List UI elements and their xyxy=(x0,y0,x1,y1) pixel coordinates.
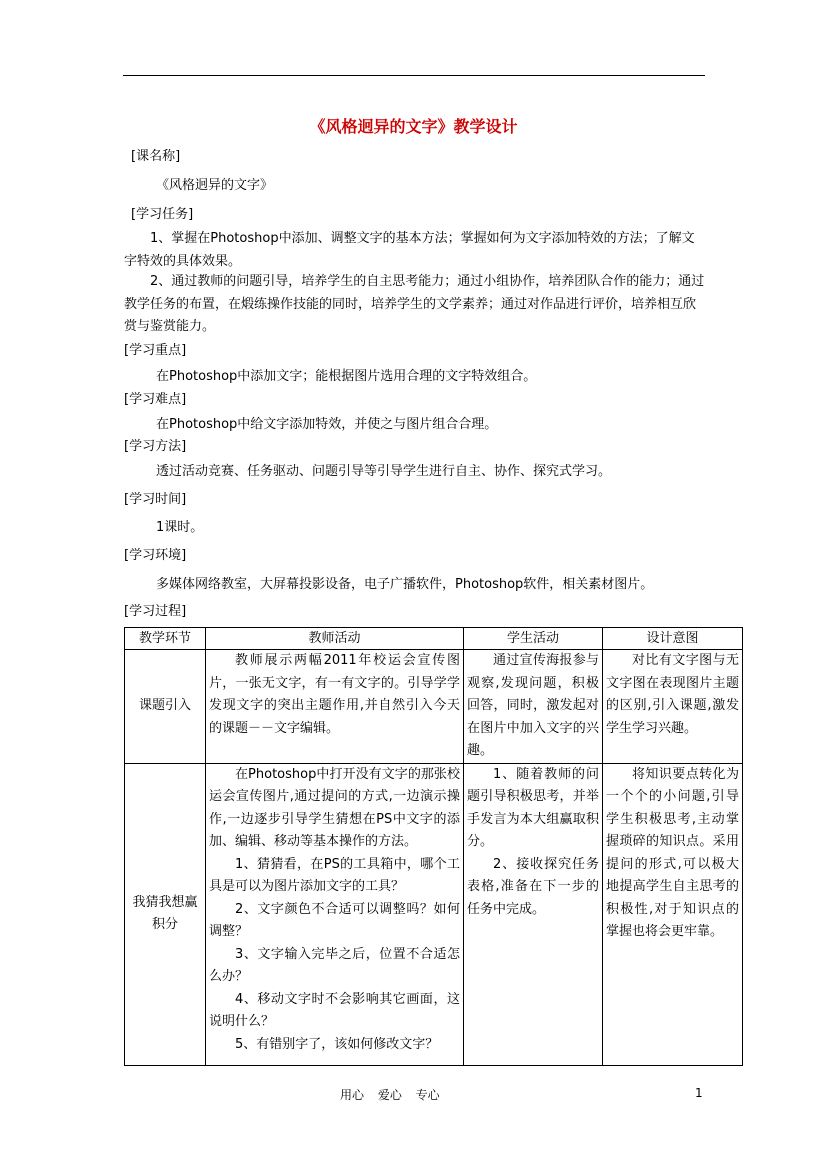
header-rule xyxy=(123,75,705,76)
design-intent-text: 将知识要点转化为一个个的小问题,引导学生积极思考,主动掌握琐碎的知识点。采用提问的形式,可以极大地提高学生自主思考的积极性,对于知识点的掌握也将会更牢靠。 xyxy=(606,766,739,939)
header-teacher: 教师活动 xyxy=(206,628,464,650)
section-heading-key-points: [学习重点] xyxy=(124,343,187,358)
table-header-row xyxy=(125,628,743,650)
page-number: 1 xyxy=(695,1086,703,1100)
teacher-activity-cell xyxy=(206,650,464,764)
table-row xyxy=(125,763,743,1065)
header-stage: 教学环节 xyxy=(125,628,206,650)
design-intent-cell xyxy=(603,763,743,1065)
footer-motto: 用心 爱心 专心 xyxy=(340,1088,440,1102)
process-table xyxy=(124,627,743,1066)
student-activity-cell xyxy=(464,650,603,764)
teacher-question-5: 5、有错别字了，该如何修改文字？ xyxy=(235,1036,439,1052)
environment-text: 多媒体网络教室，大屏幕投影设备，电子广播软件，Photoshop软件，相关素材图片。 xyxy=(156,577,654,592)
learning-task-2: 2、通过教师的问题引导，培养学生的自主思考能力；通过小组协作，培养团队合作的能力；通过教学任务的布置，在煅练操作技能的同时，培养学生的文学素养；通过对作品进行评价，培养相互欣赏与鉴赏能力。 xyxy=(124,274,705,334)
header-student: 学生活动 xyxy=(464,628,603,650)
section-heading-methods: [学习方法] xyxy=(124,439,187,454)
stage-cell: 课题引入 xyxy=(125,650,206,764)
header-intent: 设计意图 xyxy=(603,628,743,650)
difficulties-text: 在Photoshop中给文字添加特效，并使之与图片组合合理。 xyxy=(156,417,498,432)
teacher-activity-text: 在Photoshop中打开没有文字的那张校运会宣传图片,通过提问的方式,一边演示操作,一边逐步引导学生猜想在PS中文字的添加、编辑、移动等基本操作的方法。 xyxy=(209,766,460,849)
teacher-question-2: 2、文字颜色不合适可以调整吗？如何调整？ xyxy=(209,901,460,939)
time-text: 1课时。 xyxy=(156,520,204,535)
teacher-question-1: 1、猜猜看，在PS的工具箱中，哪个工具是可以为图片添加文字的工具？ xyxy=(209,856,460,894)
design-intent-cell xyxy=(603,650,743,764)
section-heading-learning-tasks: [学习任务] xyxy=(131,207,194,222)
teacher-question-3: 3、文字输入完毕之后，位置不合适怎么办？ xyxy=(209,946,460,984)
methods-text: 透过活动竞赛、任务驱动、问题引导等引导学生进行自主、协作、探究式学习。 xyxy=(156,464,612,479)
key-points-text: 在Photoshop中添加文字；能根据图片选用合理的文字特效组合。 xyxy=(156,369,537,384)
student-activity-cell xyxy=(464,763,603,1065)
design-intent-text: 对比有文字图与无文字图在表现图片主题的区别,引入课题,激发学生学习兴趣。 xyxy=(606,653,739,736)
section-heading-difficulties: [学习难点] xyxy=(124,392,187,407)
learning-task-1: 1、掌握在Photoshop中添加、调整文字的基本方法；掌握如何为文字添加特效的方法；了解文字特效的具体效果。 xyxy=(124,231,695,269)
student-activity-text: 通过宣传海报参与观察,发现问题，积极回答，同时，激发起对在图片中加入文字的兴趣。 xyxy=(467,653,599,758)
section-heading-environment: [学习环境] xyxy=(124,548,187,563)
student-activity-item-1: 1、随着教师的问题引导积极思考，并举手发言为本大组赢取积分。 xyxy=(467,766,599,849)
teacher-question-4: 4、移动文字时不会影响其它画面，这说明什么？ xyxy=(209,991,460,1029)
section-heading-time: [学习时间] xyxy=(124,492,187,507)
course-name-text: 《风格迥异的文字》 xyxy=(156,178,274,193)
teacher-activity-text: 教师展示两幅2011年校运会宣传图片，一张无文字，有一有文字的。引导学学发现文字的突出主题作用,并自然引入今天的课题－－文字编辑。 xyxy=(209,653,460,736)
teacher-activity-cell xyxy=(206,763,464,1065)
document-title: 《风格迥异的文字》教学设计 xyxy=(309,117,518,136)
stage-cell: 我猜我想赢积分 xyxy=(125,763,206,1065)
section-heading-process: [学习过程] xyxy=(124,604,187,619)
section-heading-course-name: [课名称] xyxy=(131,149,181,164)
table-row xyxy=(125,650,743,764)
student-activity-item-2: 2、接收探究任务表格,准备在下一步的任务中完成。 xyxy=(467,856,599,917)
